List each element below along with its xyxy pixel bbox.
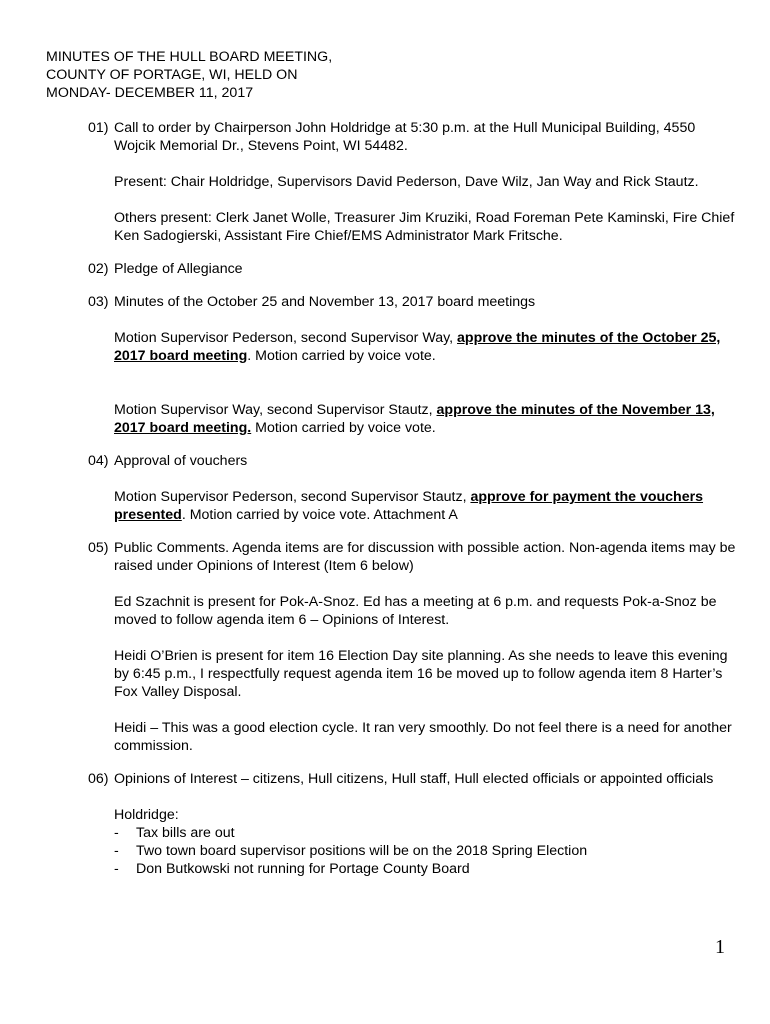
- motion-result: . Motion carried by voice vote.: [247, 348, 436, 364]
- motion-october-minutes: [114, 329, 738, 365]
- header-line-3: MONDAY- DECEMBER 11, 2017: [46, 85, 254, 101]
- motion-result: Motion carried by voice vote.: [251, 420, 436, 436]
- item-number: 04): [88, 453, 109, 469]
- agenda-item-03: [88, 293, 738, 437]
- minutes-topic: Minutes of the October 25 and November 13, 2017 board meetings: [114, 294, 536, 310]
- agenda-item-02: [88, 260, 738, 278]
- comment-heidi: Heidi – This was a good election cycle. It ran very smoothly. Do not feel there is a need for another commission.: [114, 720, 732, 754]
- call-to-order: Call to order by Chairperson John Holdridge at 5:30 p.m. at the Hull Municipal Building, 4550 Wojcik Memorial Dr., Stevens Point, WI 54482.: [114, 120, 696, 154]
- members-present: Present: Chair Holdridge, Supervisors David Pederson, Dave Wilz, Jan Way and Rick Stautz.: [114, 174, 699, 190]
- comment-obrien: Heidi O’Brien is present for item 16 Election Day site planning. As she needs to leave this evening by 6:45 p.m., I respectfully request agenda item 16 be moved up to follow agenda item 8 Harter’s Fox Valley Disposal.: [114, 648, 728, 700]
- agenda-item-04: [88, 452, 738, 524]
- agenda-item-05: [88, 539, 738, 755]
- item-number: 05): [88, 540, 109, 556]
- motion-text: Motion Supervisor Pederson, second Supervisor Way,: [114, 330, 458, 346]
- remarks-list: [114, 824, 738, 878]
- list-item: - Tax bills are out: [114, 824, 738, 842]
- motion-result: . Motion carried by voice vote. Attachment A: [181, 507, 458, 523]
- list-item: - Don Butkowski not running for Portage County Board: [114, 860, 738, 878]
- motion-vouchers: [114, 488, 738, 524]
- minutes-header: [46, 48, 332, 102]
- speaker-label: Holdridge:: [114, 807, 179, 823]
- holdridge-remarks: [114, 806, 738, 878]
- item-number: 06): [88, 771, 109, 787]
- comment-szachnit: Ed Szachnit is present for Pok-A-Snoz. Ed has a meeting at 6 p.m. and requests Pok-a-Snoz be moved to follow agenda item 6 – Opinions of Interest.: [114, 594, 717, 628]
- motion-action: approve the minutes of the November 13, 2017 board meeting.: [114, 402, 715, 436]
- pledge: Pledge of Allegiance: [114, 261, 243, 277]
- header-line-1: MINUTES OF THE HULL BOARD MEETING,: [46, 49, 333, 65]
- motion-november-minutes: [114, 401, 738, 437]
- agenda-items: [88, 119, 738, 893]
- opinions-topic: Opinions of Interest – citizens, Hull citizens, Hull staff, Hull elected officials or appointed officials: [114, 771, 714, 787]
- header-line-2: COUNTY OF PORTAGE, WI, HELD ON: [46, 67, 298, 83]
- item-number: 01): [88, 120, 109, 136]
- motion-text: Motion Supervisor Way, second Supervisor Stautz,: [114, 402, 437, 418]
- motion-action: approve the minutes of the October 25, 2017 board meeting: [114, 330, 721, 364]
- vouchers-topic: Approval of vouchers: [114, 453, 248, 469]
- list-item: - Two town board supervisor positions will be on the 2018 Spring Election: [114, 842, 738, 860]
- page-number: 1: [715, 936, 725, 958]
- agenda-item-01: [88, 119, 738, 245]
- motion-text: Motion Supervisor Pederson, second Supervisor Stautz,: [114, 489, 471, 505]
- motion-action: approve for payment the vouchers presented: [114, 489, 704, 523]
- agenda-item-06: [88, 770, 738, 878]
- item-number: 02): [88, 261, 109, 277]
- others-present: Others present: Clerk Janet Wolle, Treasurer Jim Kruziki, Road Foreman Pete Kaminski, Fire Chief Ken Sadogierski, Assistant Fire Chief/EMS Administrator Mark Fritsche.: [114, 210, 735, 244]
- item-number: 03): [88, 294, 109, 310]
- public-comments-topic: Public Comments. Agenda items are for discussion with possible action. Non-agenda items may be raised under Opinions of Interest (Item 6 below): [114, 540, 736, 574]
